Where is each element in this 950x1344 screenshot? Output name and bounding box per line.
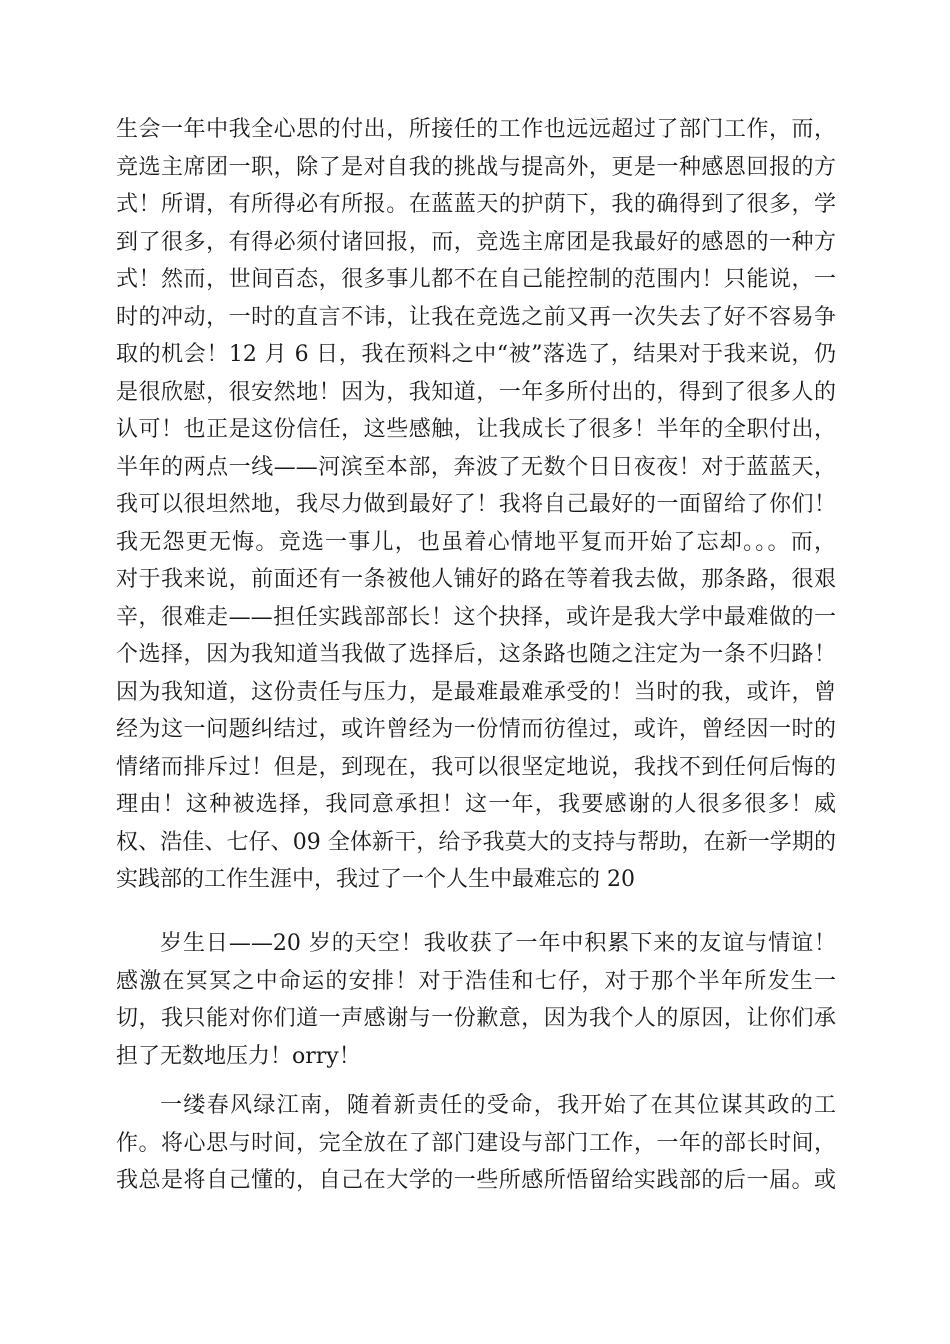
text-line: 切，我只能对你们道一声感谢与一份歉意，因为我个人的原因，让你们承 xyxy=(116,1006,836,1031)
text-line: 感激在冥冥之中命运的安排！对于浩佳和七仔，对于那个半年所发生一 xyxy=(116,968,836,994)
text-line: 到了很多，有得必须付诸回报，而，竞选主席团是我最好的感恩的一种方 xyxy=(116,229,836,255)
text-line: 权、浩佳、七仔、09 全体新干，给予我莫大的支持与帮助，在新一学期的 xyxy=(116,829,836,855)
text-line: 时的冲动，一时的直言不讳，让我在竞选之前又再一次失去了好不容易争 xyxy=(116,304,836,330)
paragraph-2 xyxy=(116,925,836,1075)
text-line: 作。将心思与时间，完全放在了部门建设与部门工作，一年的部长时间， xyxy=(116,1130,836,1156)
text-line: 经为这一问题纠结过，或许曾经为一份情而彷徨过，或许，曾经因一时的 xyxy=(116,717,836,742)
text-line: 担了无数地压力！orry！ xyxy=(116,1043,361,1069)
text-line: 我无怨更无悔。竞选一事儿，也虽着心情地平复而开始了忘却。。。而， xyxy=(116,529,836,555)
text-line: 辛，很难走——担任实践部部长！这个抉择，或许是我大学中最难做的一 xyxy=(116,604,836,630)
text-line: 一缕春风绿江南，随着新责任的受命，我开始了在其位谋其政的工 xyxy=(160,1093,836,1118)
text-line: 因为我知道，这份责任与压力，是最难最难承受的！当时的我，或许，曾 xyxy=(116,679,836,705)
text-line: 我总是将自己懂的，自己在大学的一些所感所悟留给实践部的后一届。或 xyxy=(116,1168,836,1193)
paragraph-3 xyxy=(116,1087,836,1200)
text-line: 竞选主席团一职，除了是对自我的挑战与提高外，更是一种感恩回报的方 xyxy=(116,154,836,180)
text-line: 生会一年中我全心思的付出，所接任的工作也远远超过了部门工作，而， xyxy=(116,117,836,142)
text-line: 式！然而，世间百态，很多事儿都不在自己能控制的范围内！只能说，一 xyxy=(116,267,836,292)
text-line: 岁生日——20 岁的天空！我收获了一年中积累下来的友谊与情谊！ xyxy=(160,931,836,956)
text-line: 情绪而排斥过！但是，到现在，我可以很坚定地说，我找不到任何后悔的 xyxy=(116,754,836,780)
text-line: 是很欣慰，很安然地！因为，我知道，一年多所付出的，得到了很多人的 xyxy=(116,379,836,405)
text-line: 半年的两点一线——河滨至本部，奔波了无数个日日夜夜！对于蓝蓝天， xyxy=(116,454,836,480)
text-line: 个选择，因为我知道当我做了选择后，这条路也随之注定为一条不归路！ xyxy=(116,642,836,667)
paragraph-1 xyxy=(116,111,836,899)
text-line: 取的机会！12 月 6 日，我在预料之中“被”落选了，结果对于我来说，仍 xyxy=(116,342,836,367)
text-line: 实践部的工作生涯中，我过了一个人生中最难忘的 20 xyxy=(116,867,635,892)
text-line: 我可以很坦然地，我尽力做到最好了！我将自己最好的一面留给了你们！ xyxy=(116,492,836,517)
text-line: 认可！也正是这份信任，这些感触，让我成长了很多！半年的全职付出， xyxy=(116,417,836,442)
text-line: 式！所谓，有所得必有所报。在蓝蓝天的护荫下，我的确得到了很多，学 xyxy=(116,192,836,217)
text-line: 对于我来说，前面还有一条被他人铺好的路在等着我去做，那条路，很艰 xyxy=(116,567,836,592)
text-line: 理由！这种被选择，我同意承担！这一年，我要感谢的人很多很多！威 xyxy=(116,792,836,817)
